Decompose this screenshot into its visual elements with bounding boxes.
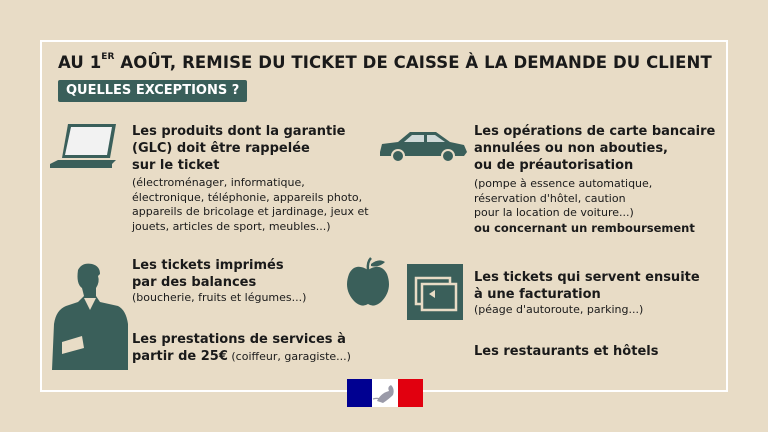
subtitle-badge: QUELLES EXCEPTIONS ? (58, 80, 247, 102)
exception-scale-tickets (132, 257, 352, 306)
ticket-icon (407, 264, 463, 320)
page-title: AU 1ER AOÛT, REMISE DU TICKET DE CAISSE À LA DEMANDE DU CLIENT (58, 52, 712, 72)
person-icon (48, 262, 130, 370)
laptop-icon (50, 122, 124, 170)
item-heading: Les opérations de carte bancaire annulées ou non abouties, ou de préautorisation (474, 124, 716, 173)
item-details: (électroménager, informatique, électronique, téléphonie, appareils photo, appareils de bricolage et jardinage, jeux et jouets, articles de sport, meubles...) (132, 176, 369, 233)
item-details: (pompe à essence automatique, réservation d'hôtel, caution pour la location de voiture...) (474, 177, 653, 219)
item-heading: Les produits dont la garantie (GLC) doit être rappelée sur le ticket (132, 124, 346, 173)
item-heading: Les tickets qui servent ensuite à une facturation (474, 270, 700, 302)
exception-billing-tickets (474, 269, 734, 318)
exception-warranty-products (132, 123, 372, 234)
item-details: (boucherie, fruits et légumes...) (132, 291, 307, 304)
item-heading: Les prestations de services à partir de 25€ (coiffeur, garagiste...) (132, 332, 351, 364)
republique-francaise-logo (347, 379, 423, 407)
exception-services-over-25 (132, 331, 372, 365)
item-heading: Les tickets imprimés par des balances (132, 258, 284, 290)
exception-card-operations (474, 123, 734, 236)
item-details: (péage d'autoroute, parking...) (474, 303, 644, 316)
item-heading: Les restaurants et hôtels (474, 344, 659, 359)
item-extra: ou concernant un remboursement (474, 220, 695, 235)
exception-restaurants-hotels (474, 343, 734, 360)
car-icon (376, 126, 470, 164)
